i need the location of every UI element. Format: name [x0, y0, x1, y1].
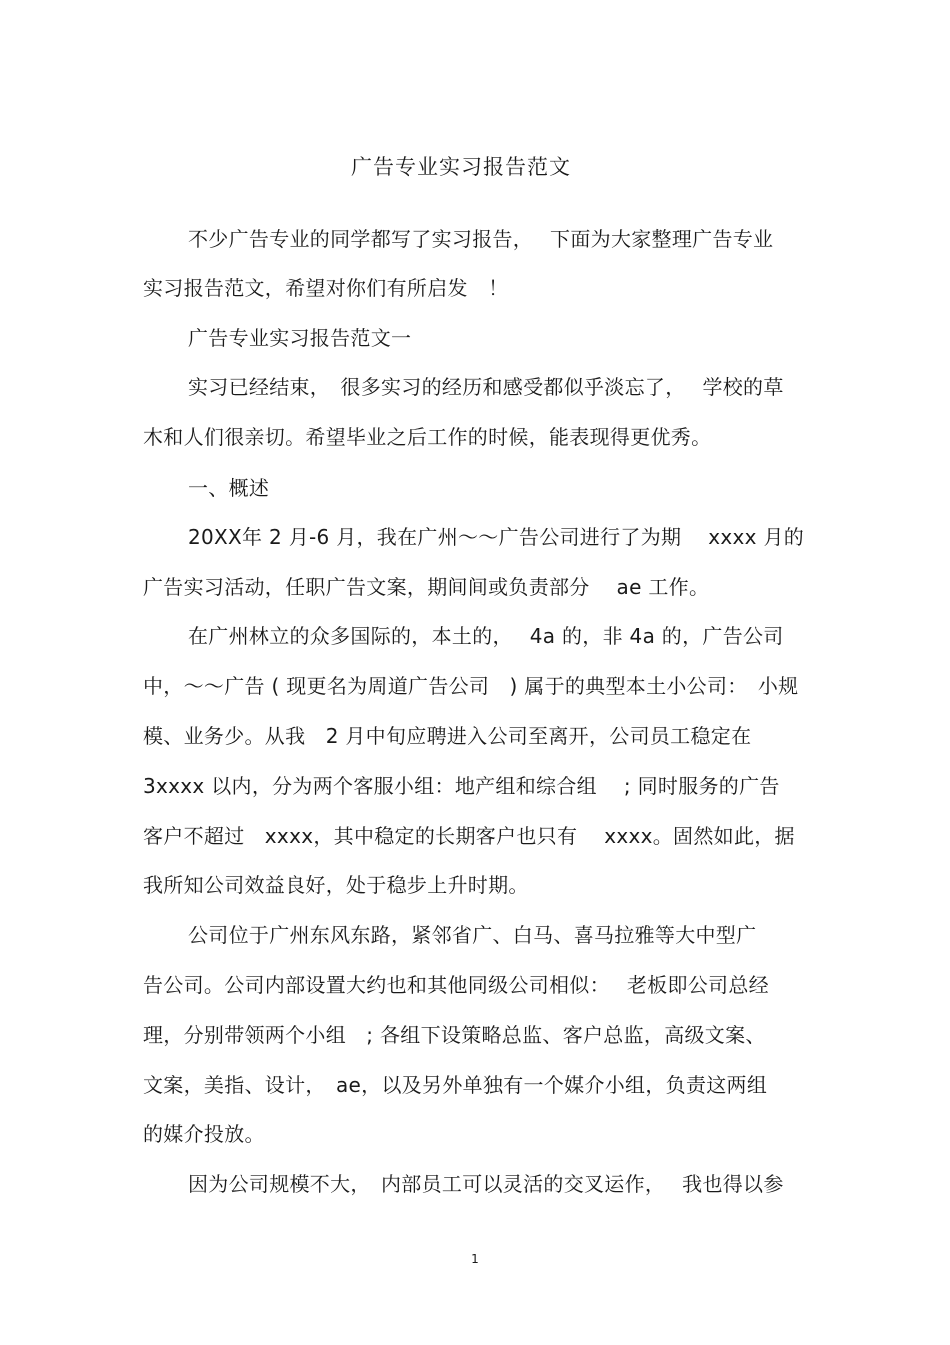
paragraph-line: 模、业务少。从我 2 月中旬应聘进入公司至离开，公司员工稳定在 [143, 724, 752, 748]
paragraph-line: 我所知公司效益良好，处于稳步上升时期。 [143, 873, 529, 897]
paragraph-line: 实习报告范文，希望对你们有所启发 ！ [143, 276, 509, 300]
paragraph-line: 公司位于广州东风东路，紧邻省广、白马、喜马拉雅等大中型广 [188, 923, 757, 947]
paragraph-line: 文案，美指、设计， ae，以及另外单独有一个媒介小组，负责这两组 [143, 1073, 768, 1097]
paragraph-line: 客户不超过 xxxx，其中稳定的长期客户也只有 xxxx。固然如此，据 [143, 824, 795, 848]
paragraph-line: 因为公司规模不大， 内部员工可以灵活的交叉运作， 我也得以参 [188, 1172, 784, 1196]
paragraph-line: 不少广告专业的同学都写了实习报告， 下面为大家整理广告专业 [188, 227, 774, 251]
document-title: 广告专业实习报告范文 [351, 155, 571, 179]
paragraph-line: 告公司。公司内部设置大约也和其他同级公司相似： 老板即公司总经 [143, 973, 769, 997]
section-heading: 一、概述 [188, 476, 270, 500]
paragraph-line: 理，分别带领两个小组 ; 各组下设策略总监、客户总监，高级文案、 [143, 1023, 766, 1047]
paragraph-line: 20XX年 2 月-6 月，我在广州～～广告公司进行了为期 xxxx 月的 [188, 525, 805, 549]
paragraph-line: 中，～～广告 ( 现更名为周道广告公司 ) 属于的典型本土小公司： 小规 [143, 674, 799, 698]
paragraph-line: 木和人们很亲切。希望毕业之后工作的时候，能表现得更优秀。 [143, 425, 712, 449]
paragraph-line: 的媒介投放。 [143, 1122, 265, 1146]
paragraph-line: 3xxxx 以内，分为两个客服小组：地产组和综合组 ; 同时服务的广告 [143, 774, 780, 798]
paragraph-line: 广告实习活动，任职广告文案，期间间或负责部分 ae 工作。 [143, 575, 710, 599]
section-heading: 广告专业实习报告范文一 [188, 326, 412, 350]
page-number: 1 [471, 1252, 479, 1266]
paragraph-line: 在广州林立的众多国际的，本土的， 4a 的，非 4a 的，广告公司 [188, 624, 784, 648]
paragraph-line: 实习已经结束， 很多实习的经历和感受都似乎淡忘了， 学校的草 [188, 375, 784, 399]
